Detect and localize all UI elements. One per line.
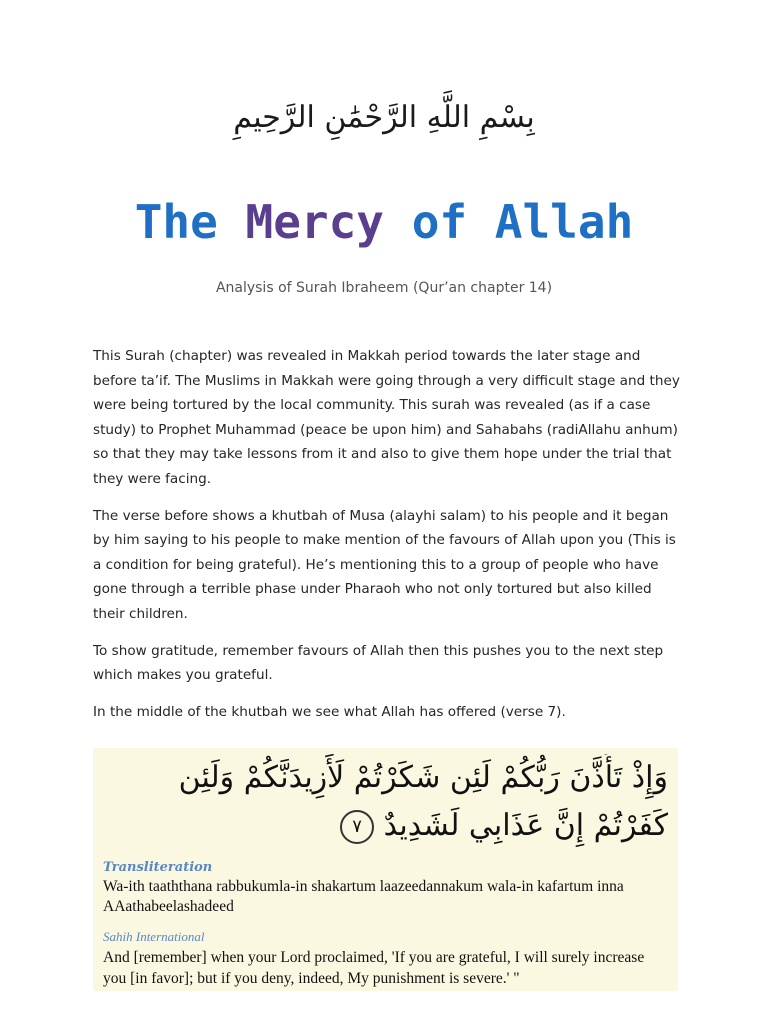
title-word-of: of [411, 195, 468, 249]
page-title [0, 192, 768, 252]
bismillah-calligraphy: بِسْمِ اللَّهِ الرَّحْمَٰنِ الرَّحِيمِ [233, 100, 535, 135]
verse-box [93, 748, 678, 991]
ayah-number-icon: ٧ [340, 810, 374, 844]
transliteration-label: Transliteration [103, 860, 213, 875]
body-text [93, 344, 683, 736]
paragraph-1: This Surah (chapter) was revealed in Makkah period towards the later stage and before ta’if. The Muslims in Makkah were going through a very difficult stage and they were being tortured by the local community. This surah was revealed (as if a case study) to Prophet Muhammad (peace be upon him) and Sahabahs (radiAllahu anhum) so that they may take lessons from it and also to give them hope under the trial that they were facing. [93, 348, 680, 487]
translation-text: And [remember] when your Lord proclaimed, 'If you are grateful, I will surely increase you [in favor]; but if you deny, indeed, My punishment is severe.' " [103, 949, 645, 987]
arabic-verse-line-2-text: كَفَرْتُمْ إِنَّ عَذَابِي لَشَدِيدٌ [383, 808, 668, 843]
title-word-allah: Allah [494, 195, 634, 249]
title-word-mercy: Mercy [245, 195, 384, 249]
transliteration-text: Wa-ith taaththana rabbukumla-in shakartum laazeedannakum wala-in kafartum inna AAathabeelashadeed [103, 878, 624, 915]
arabic-verse-line-1: وَإِذْ تَأَذَّنَ رَبُّكُمْ لَئِن شَكَرْتُمْ لَأَزِيدَنَّكُمْ وَلَئِن [178, 760, 668, 795]
paragraph-2: The verse before shows a khutbah of Musa (alayhi salam) to his people and it began by him saying to his people to make mention of the favours of Allah upon you (This is a condition for being grateful). He’s mentioning this to a group of people who have gone through a terrible phase under Pharaoh who not only tortured but also killed their children. [93, 507, 676, 622]
arabic-verse-line-2 [103, 802, 668, 850]
title-word-the: The [134, 195, 218, 249]
paragraph-4: In the middle of the khutbah we see what Allah has offered (verse 7). [93, 703, 566, 720]
paragraph-3: To show gratitude, remember favours of Allah then this pushes you to the next step which makes you grateful. [93, 642, 664, 684]
page-subtitle: Analysis of Surah Ibraheem (Qur’an chapter 14) [215, 280, 553, 296]
translation-label: Sahih International [103, 929, 205, 944]
